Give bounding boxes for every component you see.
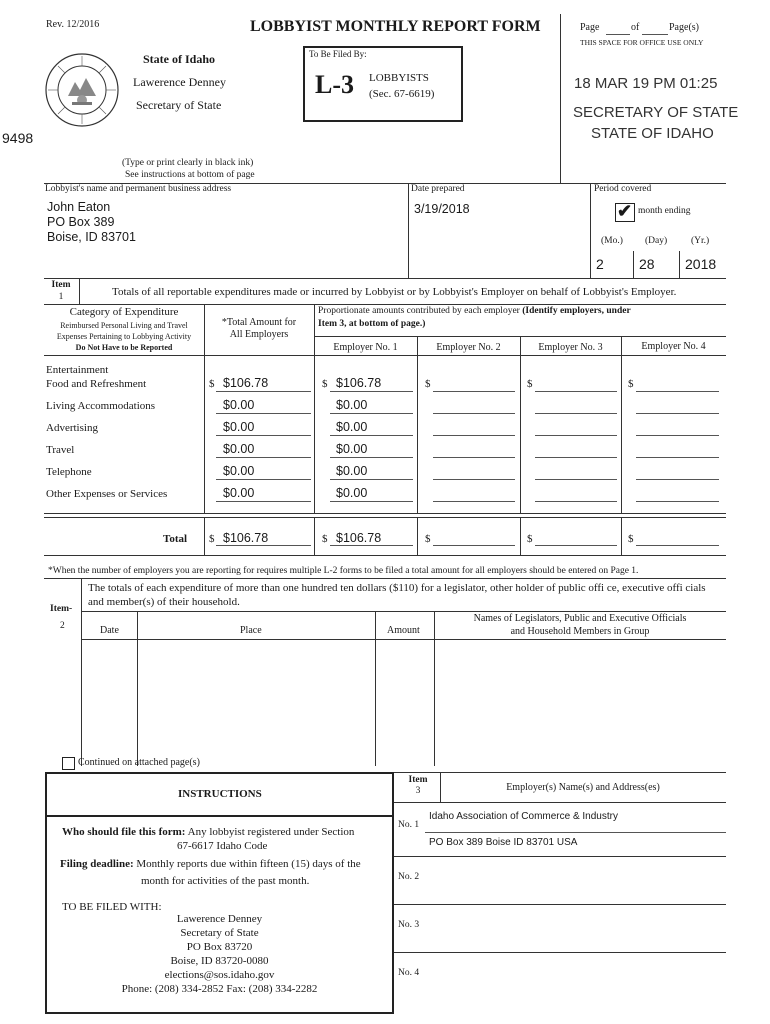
amount-field-line <box>535 413 617 414</box>
employer-address[interactable]: PO Box 389 Boise ID 83701 USA <box>429 837 578 848</box>
sos-city: Boise, ID 83720-0080 <box>170 955 269 967</box>
employer1-amount-value[interactable]: $0.00 <box>336 464 368 478</box>
employer-number: No. 4 <box>398 968 420 978</box>
amount-field-line <box>216 457 311 458</box>
filing-deadline-2: month for activities of the past month. <box>141 875 310 887</box>
state-label: State of Idaho <box>143 52 216 66</box>
page-label: Page <box>580 22 600 33</box>
currency-symbol: $ <box>209 378 215 390</box>
amount-field-line <box>330 435 413 436</box>
month-ending-checkbox[interactable] <box>615 203 635 222</box>
total-emp3-dollar: $ <box>527 533 533 545</box>
period-covered-label: Period covered <box>594 184 652 194</box>
currency-symbol: $ <box>322 378 328 390</box>
ink-instruction: (Type or print clearly in black ink) <box>122 158 254 168</box>
total-emp4-dollar: $ <box>628 533 634 545</box>
who-should-file-2: 67-6617 Idaho Code <box>177 840 268 852</box>
employer-header-3: Employer No. 3 <box>538 342 603 353</box>
amount-field-line <box>433 457 515 458</box>
currency-symbol: $ <box>527 378 533 390</box>
total-all-dollar: $ <box>209 533 215 545</box>
entertainment-label: Entertainment <box>46 364 109 376</box>
employer-number: No. 1 <box>398 820 420 830</box>
amount-field-line <box>330 457 413 458</box>
revision-label: Rev. 12/2016 <box>46 19 100 30</box>
item1-number: 1 <box>58 292 64 302</box>
employer-header-2: Employer No. 2 <box>436 342 501 353</box>
item3-heading: Employer(s) Name(s) and Address(es) <box>506 782 660 793</box>
check-mark-icon: ✔ <box>617 201 633 221</box>
employer-header-4: Employer No. 4 <box>641 341 706 352</box>
year-label: (Yr.) <box>691 236 710 246</box>
employer-divider <box>394 952 726 953</box>
amount-field-line <box>433 391 515 392</box>
filing-number: 9498 <box>2 130 34 146</box>
sos-title: Secretary of State <box>180 927 259 939</box>
total-emp2-dollar: $ <box>425 533 431 545</box>
category-note-1: Reimbursed Personal Living and Travel <box>60 321 188 330</box>
total-emp1-dollar: $ <box>322 533 328 545</box>
amount-field-line <box>636 479 719 480</box>
col-amount: Amount <box>387 625 420 636</box>
total-employer-1[interactable]: $106.78 <box>336 531 382 545</box>
expenditure-category: Travel <box>46 444 75 456</box>
employer1-amount-value[interactable]: $106.78 <box>336 376 382 390</box>
employer-name[interactable]: Idaho Association of Commerce & Industry <box>429 811 618 822</box>
total-amount-value[interactable]: $106.78 <box>223 376 269 390</box>
who-should-file: Who should file this form: Any lobbyist registered under Section <box>62 826 355 838</box>
employer-divider <box>394 904 726 905</box>
amount-field-line <box>535 435 617 436</box>
item1-footnote: *When the number of employers you are reporting for requires multiple L-2 forms to be filed a total amount for all employers should be entered on Page 1. <box>48 566 639 576</box>
amount-field-line <box>636 391 719 392</box>
amount-field-line <box>433 435 515 436</box>
total-amount-value[interactable]: $0.00 <box>223 398 255 412</box>
proportion-note: Proportionate amounts contributed by each employer (Identify employers, under <box>318 306 631 316</box>
amount-field-line <box>535 501 617 502</box>
amount-field-line <box>330 501 413 502</box>
amount-field-line <box>535 391 617 392</box>
item1-label: Item <box>51 280 71 290</box>
column-divider <box>204 355 205 513</box>
expenditure-category: Other Expenses or Services <box>46 488 168 500</box>
amount-field-line <box>330 391 413 392</box>
received-stamp-office: SECRETARY OF STATE <box>573 104 739 121</box>
expenditure-category: Living Accommodations <box>46 400 156 412</box>
amount-field-line <box>330 479 413 480</box>
col-names-1: Names of Legislators, Public and Executive Officials <box>473 613 687 624</box>
month-label: (Mo.) <box>601 236 623 246</box>
total-amount-value[interactable]: $0.00 <box>223 464 255 478</box>
expenditure-category: Advertising <box>46 422 98 434</box>
category-note-3: Do Not Have to be Reported <box>75 343 173 352</box>
item2-heading-2: and member(s) of their household. <box>88 596 240 608</box>
lobbyist-address-line2: Boise, ID 83701 <box>47 230 136 244</box>
month-ending-label: month ending <box>638 206 691 216</box>
instructions-title: INSTRUCTIONS <box>178 788 262 800</box>
state-seal <box>44 52 120 128</box>
amount-field-line <box>433 413 515 414</box>
page-of-label: of <box>631 22 640 33</box>
amount-field-line <box>330 413 413 414</box>
item2-number: 2 <box>60 621 65 631</box>
amount-field-line <box>636 413 719 414</box>
amount-field-line <box>216 391 311 392</box>
total-amount-value[interactable]: $0.00 <box>223 420 255 434</box>
received-stamp-date: 18 MAR 19 PM 01:25 <box>574 75 718 92</box>
amount-field-line <box>636 435 719 436</box>
lobbyist-name: John Eaton <box>47 200 111 214</box>
amount-field-line <box>433 501 515 502</box>
received-stamp-state: STATE OF IDAHO <box>591 125 714 142</box>
form-section: (Sec. 67-6619) <box>369 88 435 100</box>
column-divider <box>417 355 418 513</box>
period-year: 2018 <box>685 256 717 272</box>
amount-field-line <box>636 457 719 458</box>
sos-name: Lawerence Denney <box>176 913 263 925</box>
item3-number: 3 <box>415 786 421 796</box>
proportion-note-2: Item 3, at bottom of page.) <box>318 319 426 329</box>
amount-field-line <box>216 501 311 502</box>
employer1-amount-value[interactable]: $0.00 <box>336 420 368 434</box>
item2-heading-1: The totals of each expenditure of more than one hundred ten dollars ($110) for a legislator, other holder of public offi ce, executive offi cials <box>88 582 706 594</box>
official-name: Lawerence Denney <box>133 75 226 89</box>
employer-number: No. 2 <box>398 872 420 882</box>
column-divider <box>314 355 315 513</box>
lobbyist-address-label: Lobbyist's name and permanent business address <box>45 184 232 194</box>
amount-field-line <box>433 479 515 480</box>
sos-email[interactable]: elections@sos.idaho.gov <box>164 969 275 981</box>
amount-field-line <box>535 457 617 458</box>
filed-with-label: TO BE FILED WITH: <box>62 901 162 913</box>
employer1-amount-value[interactable]: $0.00 <box>336 486 368 500</box>
office-use-label: THIS SPACE FOR OFFICE USE ONLY <box>580 38 704 47</box>
amount-field-line <box>535 479 617 480</box>
column-divider <box>621 355 622 513</box>
total-label: Total <box>163 533 188 545</box>
form-code-box <box>303 46 463 122</box>
sos-pobox: PO Box 83720 <box>186 941 253 953</box>
form-code: L-3 <box>315 70 354 99</box>
form-type: LOBBYISTS <box>369 72 429 84</box>
total-amount-header: *Total Amount for <box>221 317 297 328</box>
col-date: Date <box>100 625 119 636</box>
item3-label: Item <box>408 775 428 785</box>
column-divider <box>520 355 521 513</box>
total-all-employers[interactable]: $106.78 <box>223 531 269 545</box>
employer-divider <box>394 856 726 857</box>
day-label: (Day) <box>645 236 668 246</box>
continued-label: Continued on attached page(s) <box>78 757 200 768</box>
amount-field-line <box>216 479 311 480</box>
employer1-amount-value[interactable]: $0.00 <box>336 442 368 456</box>
category-header: Category of Expenditure <box>69 306 179 318</box>
col-place: Place <box>240 625 262 636</box>
category-note-2: Expenses Pertaining to Lobbying Activity <box>56 332 192 341</box>
period-month: 2 <box>596 256 604 272</box>
expenditure-category: Food and Refreshment <box>46 378 147 390</box>
date-prepared: 3/19/2018 <box>414 202 470 216</box>
total-amount-value[interactable]: $0.00 <box>223 486 255 500</box>
sos-phone-fax: Phone: (208) 334-2852 Fax: (208) 334-2282 <box>121 983 318 995</box>
period-day: 28 <box>639 256 655 272</box>
continued-checkbox[interactable] <box>62 757 75 770</box>
total-amount-header-2: All Employers <box>229 329 289 340</box>
lobbyist-address-line1: PO Box 389 <box>47 215 115 229</box>
item2-label: Item- <box>50 604 73 614</box>
filing-deadline: Filing deadline: Monthly reports due within fifteen (15) days of the <box>60 858 361 870</box>
official-title: Secretary of State <box>136 98 222 112</box>
item1-heading: Totals of all reportable expenditures made or incurred by Lobbyist or by Lobbyist's Employer on behalf of Lobbyist's Employer. <box>112 286 677 298</box>
form-title: LOBBYIST MONTHLY REPORT FORM <box>250 18 541 35</box>
col-names-2: and Household Members in Group <box>510 626 650 637</box>
employer-name-line <box>425 832 726 833</box>
amount-field-line <box>636 501 719 502</box>
employer-number: No. 3 <box>398 920 420 930</box>
filed-by-label: To Be Filed By: <box>309 49 367 59</box>
see-instructions: See instructions at bottom of page <box>125 170 255 180</box>
currency-symbol: $ <box>628 378 634 390</box>
date-prepared-label: Date prepared <box>411 184 465 194</box>
employer1-amount-value[interactable]: $0.00 <box>336 398 368 412</box>
employer-header-1: Employer No. 1 <box>333 342 398 353</box>
pages-label: Page(s) <box>669 22 699 33</box>
amount-field-line <box>216 435 311 436</box>
total-amount-value[interactable]: $0.00 <box>223 442 255 456</box>
currency-symbol: $ <box>425 378 431 390</box>
expenditure-category: Telephone <box>46 466 92 478</box>
amount-field-line <box>216 413 311 414</box>
